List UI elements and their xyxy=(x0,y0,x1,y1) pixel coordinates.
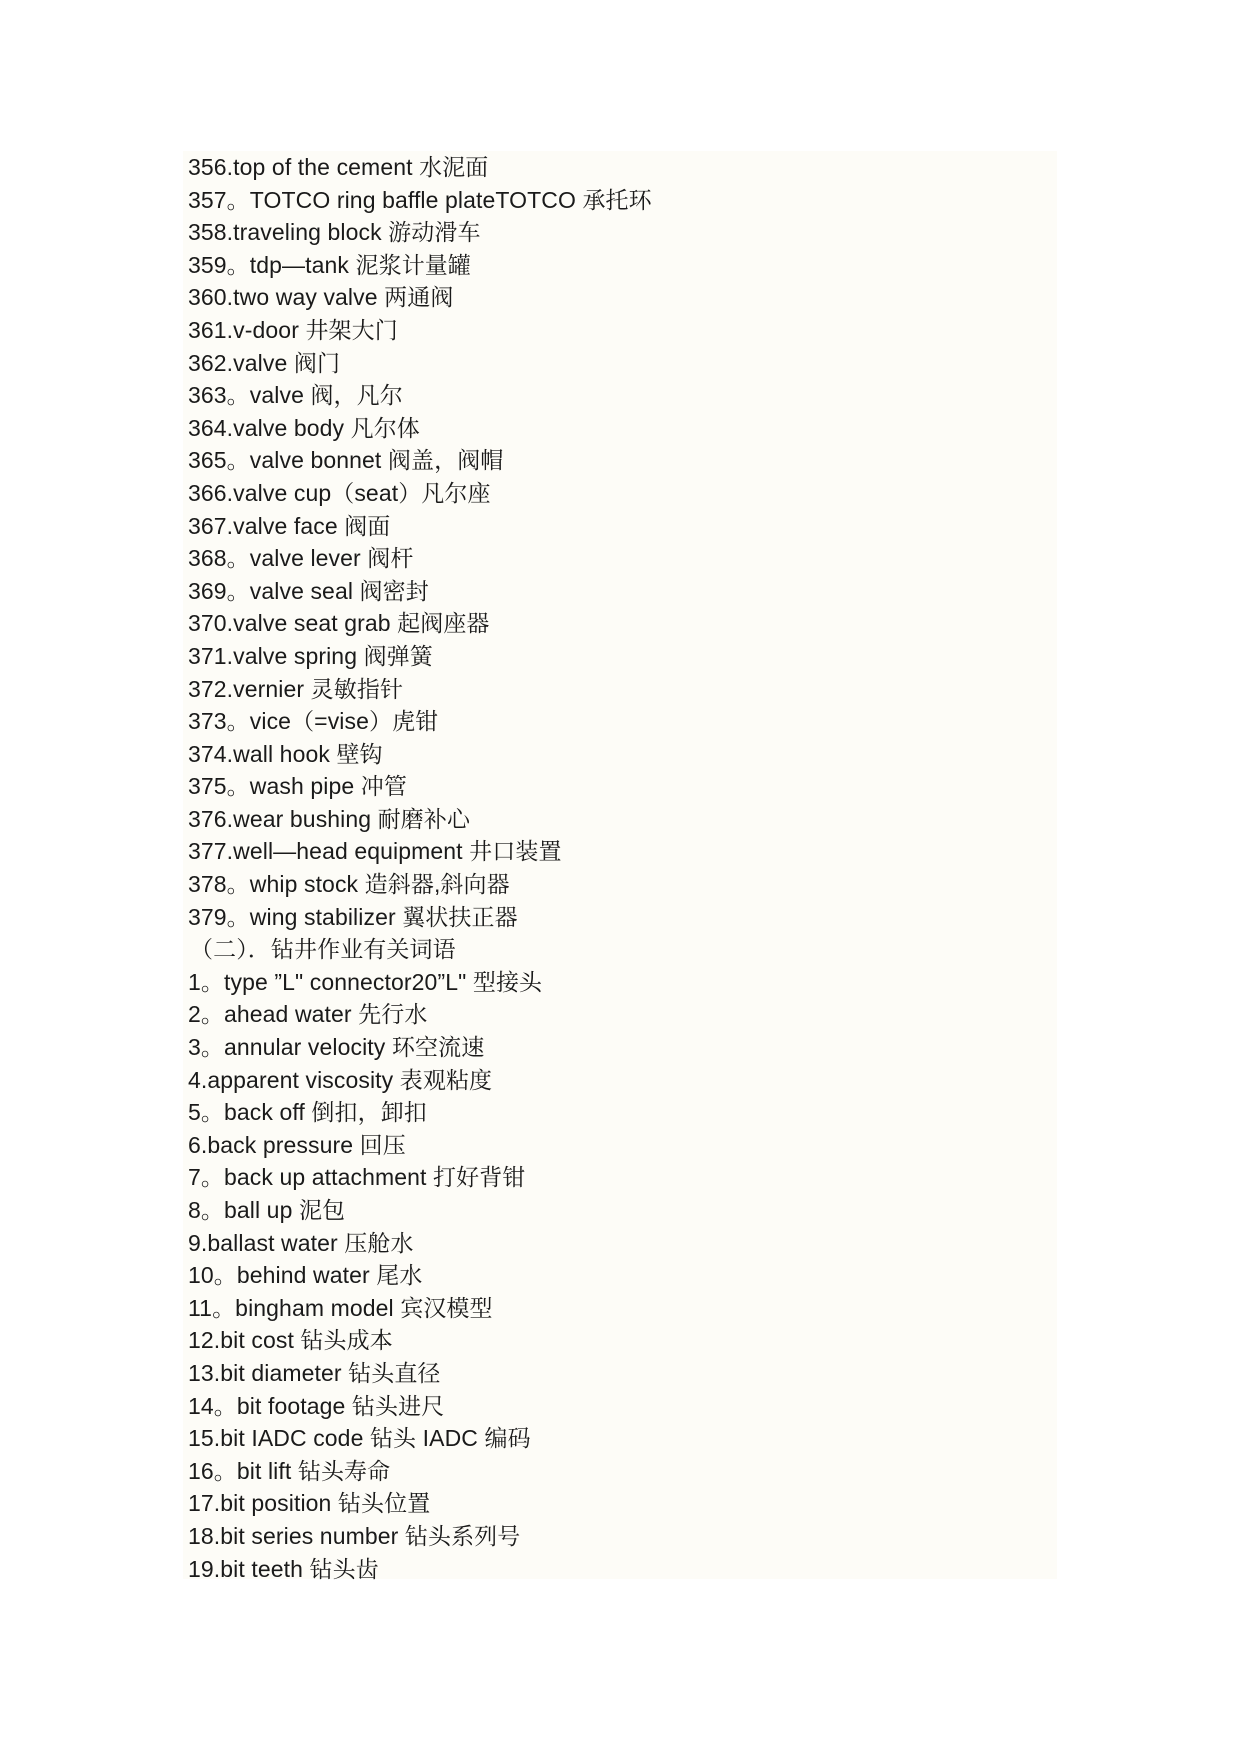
glossary-entry: 2。ahead water 先行水 xyxy=(188,1001,428,1028)
glossary-entry: 16。bit lift 钻头寿命 xyxy=(188,1457,391,1484)
glossary-entry: 1。type ”L" connector20”L" 型接头 xyxy=(188,968,543,995)
glossary-entry: 361.v-door 井架大门 xyxy=(188,316,398,343)
glossary-entry: 370.valve seat grab 起阀座器 xyxy=(188,610,490,637)
glossary-entry: 18.bit series number 钻头系列号 xyxy=(188,1522,521,1549)
glossary-entry: 8。ball up 泥包 xyxy=(188,1197,346,1223)
glossary-entry: 11。bingham model 宾汉模型 xyxy=(188,1294,493,1321)
glossary-list xyxy=(183,151,1057,1585)
section-heading: （二）．钻井作业有关词语 xyxy=(190,936,456,963)
glossary-entry: 10。behind water 尾水 xyxy=(188,1262,423,1289)
glossary-entry: 356.top of the cement 水泥面 xyxy=(188,154,489,180)
glossary-entry: 364.valve body 凡尔体 xyxy=(188,414,420,441)
glossary-entry: 366.valve cup（seat）凡尔座 xyxy=(188,479,491,506)
glossary-entry: 371.valve spring 阀弹簧 xyxy=(188,642,433,669)
glossary-entry: 357。TOTCO ring baffle plateTOTCO 承托环 xyxy=(188,186,652,213)
glossary-entry: 6.back pressure 回压 xyxy=(188,1131,406,1158)
glossary-entry: 373。vice（=vise）虎钳 xyxy=(188,708,439,735)
glossary-entry: 369。valve seal 阀密封 xyxy=(188,577,429,604)
glossary-entry: 362.valve 阀门 xyxy=(188,349,341,376)
glossary-entry: 358.traveling block 游动滑车 xyxy=(188,219,481,246)
glossary-entry: 365。valve bonnet 阀盖，阀帽 xyxy=(188,447,504,474)
glossary-entry: 7。back up attachment 打好背钳 xyxy=(188,1164,526,1191)
glossary-entry: 372.vernier 灵敏指针 xyxy=(188,675,404,702)
glossary-entry: 4.apparent viscosity 表观粘度 xyxy=(188,1066,493,1093)
glossary-entry: 379。wing stabilizer 翼状扶正器 xyxy=(188,903,518,930)
glossary-entry: 14。bit footage 钻头进尺 xyxy=(188,1392,445,1419)
document-body xyxy=(183,151,1057,1582)
glossary-entry: 376.wear bushing 耐磨补心 xyxy=(188,805,471,832)
glossary-entry: 368。valve lever 阀杆 xyxy=(188,545,414,572)
glossary-entry: 13.bit diameter 钻头直径 xyxy=(188,1359,441,1386)
glossary-entry: 360.two way valve 两通阀 xyxy=(188,284,454,311)
glossary-entry: 378。whip stock 造斜器,斜向器 xyxy=(188,871,510,898)
glossary-entry: 363。valve 阀，凡尔 xyxy=(188,382,403,409)
glossary-entry: 19.bit teeth 钻头齿 xyxy=(188,1555,379,1582)
glossary-entry: 3。annular velocity 环空流速 xyxy=(188,1034,485,1061)
glossary-entry: 9.ballast water 压舱水 xyxy=(188,1229,414,1256)
glossary-entry: 374.wall hook 壁钩 xyxy=(188,740,383,767)
glossary-entry: 359。tdp—tank 泥浆计量罐 xyxy=(188,251,472,278)
glossary-entry: 15.bit IADC code 钻头 IADC 编码 xyxy=(188,1425,531,1452)
glossary-entry: 5。back off 倒扣，卸扣 xyxy=(188,1099,427,1126)
glossary-entry: 367.valve face 阀面 xyxy=(188,512,391,539)
glossary-entry: 17.bit position 钻头位置 xyxy=(188,1490,431,1517)
glossary-entry: 377.well—head equipment 井口装置 xyxy=(188,838,562,865)
glossary-entry: 375。wash pipe 冲管 xyxy=(188,773,407,800)
glossary-entry: 12.bit cost 钻头成本 xyxy=(188,1327,393,1354)
